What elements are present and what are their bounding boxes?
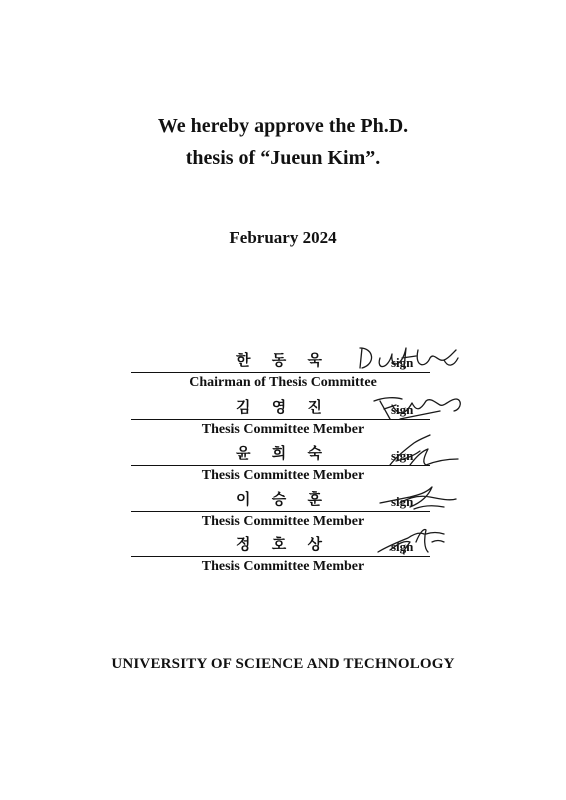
committee-entry-member-2 [0,443,566,489]
committee-member-role: Thesis Committee Member [201,468,365,483]
sign-label: sign [391,539,414,554]
committee-entry-chairman [0,350,566,396]
committee-member-name: 한 동 욱 [236,351,330,369]
committee-member-name: 정 호 상 [236,535,330,553]
committee-member-role: Thesis Committee Member [201,559,365,574]
approval-statement-line-2: thesis of “Jueun Kim”. [185,147,381,169]
committee-member-name: 이 승 훈 [236,490,330,508]
committee-member-name: 김 영 진 [236,398,330,416]
sign-label: sign [391,355,414,370]
committee-member-role: Thesis Committee Member [201,422,365,437]
university-name: UNIVERSITY OF SCIENCE AND TECHNOLOGY [111,656,455,672]
sign-label: sign [391,448,414,463]
committee-member-role: Thesis Committee Member [201,514,365,529]
approval-date: February 2024 [229,228,337,247]
sign-label: sign [391,494,414,509]
sign-label: sign [391,402,414,417]
committee-member-role: Chairman of Thesis Committee [189,375,377,390]
approval-statement-line-1: We hereby approve the Ph.D. [157,115,409,137]
committee-entry-member-1 [0,397,566,443]
committee-entry-member-4 [0,534,566,580]
committee-entry-member-3 [0,489,566,535]
committee-member-name: 윤 희 숙 [236,444,330,462]
handwritten-signature [340,512,470,568]
